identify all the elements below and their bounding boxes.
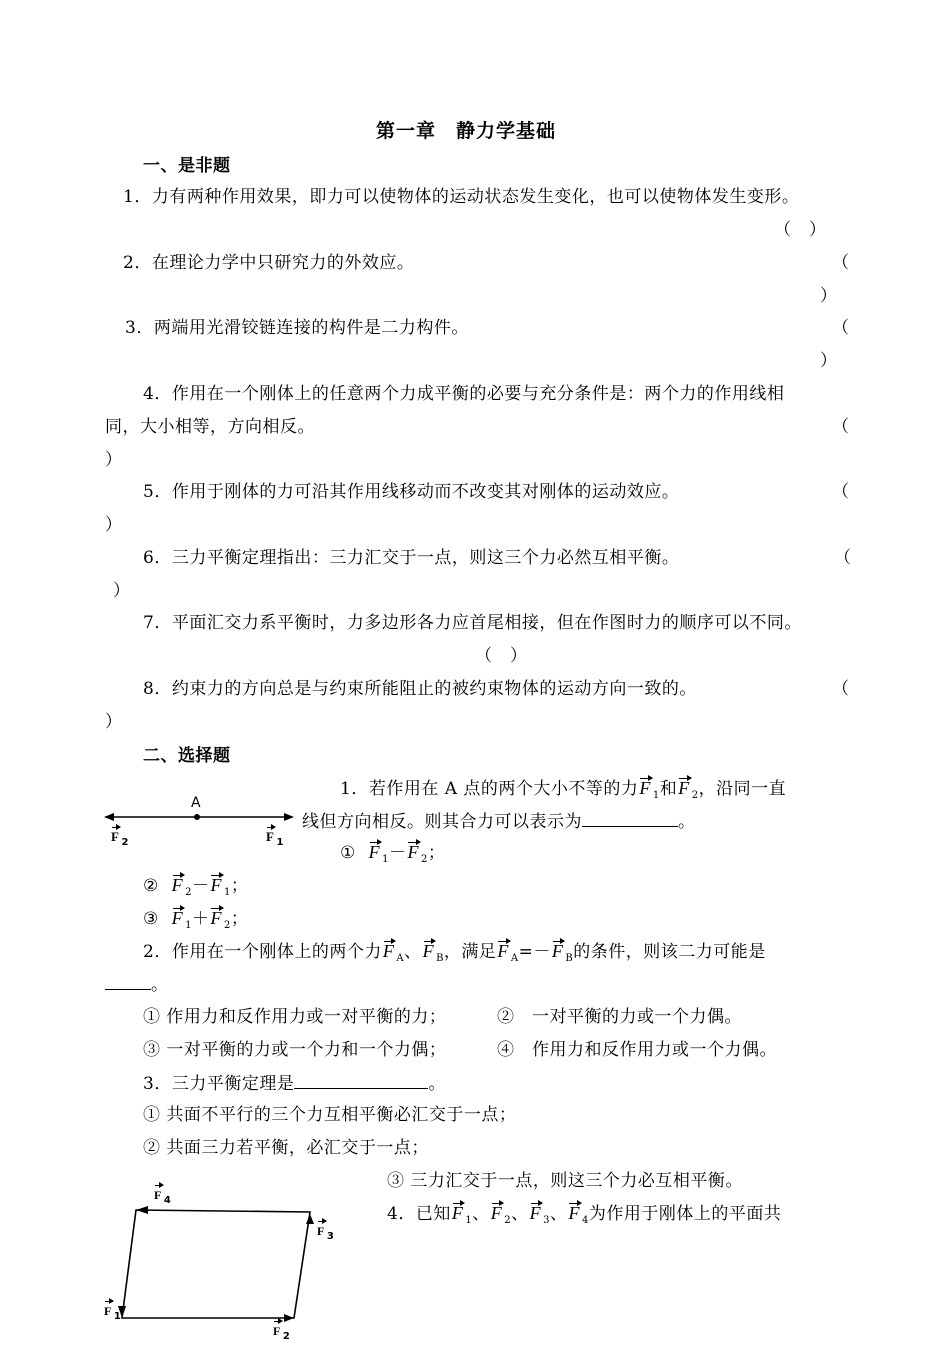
tf-question-6: 6．三力平衡定理指出：三力汇交于一点，则这三个力必然互相平衡。: [143, 548, 680, 568]
mc-q3-option-3: ③ 三力汇交于一点，则这三个力必互相平衡。: [387, 1171, 743, 1191]
figure1-left-force-label: F $_2$: [110, 826, 129, 854]
tf-question-4-line2: 同，大小相等，方向相反。: [105, 417, 315, 437]
figure2-bottom-force-label: F $_2$: [272, 1320, 290, 1348]
mc-q3-option-1: ① 共面不平行的三个力互相平衡必汇交于一点；: [143, 1105, 517, 1125]
figure2-top-force-label: F $_4$: [153, 1184, 171, 1212]
tf-close-paren-4: ）: [105, 450, 123, 470]
tf-close-paren-6: ）: [113, 581, 131, 601]
figure1-right-force-label: F $_1$: [265, 826, 284, 854]
mc-question-2-line1: 2．作用在一个刚体上的两个力F $_A$、F $_B$，满足F $_A$=－F $_B$的条件，则该二力可能是: [143, 941, 766, 964]
mc-q2-option-4: ④ 作用力和反作用力或一个力偶。: [497, 1040, 777, 1060]
answer-blank-3[interactable]: [294, 1072, 428, 1089]
mc-q1-option-3: ③ F $_1$＋F $_2$；: [143, 908, 249, 931]
tf-close-paren-8: ）: [105, 712, 123, 732]
tf-open-paren-8: （: [832, 679, 850, 699]
figure1-point-label: A: [191, 795, 202, 811]
mc-q1-option-1: ① F $_1$－F $_2$；: [340, 842, 446, 865]
mc-question-4-line1: 4．已知F $_1$、F $_2$、F $_3$、F $_4$为作用于刚体上的平面共: [387, 1203, 782, 1226]
tf-question-2: 2．在理论力学中只研究力的外效应。: [123, 253, 415, 273]
tf-close-paren-2: ）: [820, 286, 838, 306]
mc-question-2-line2: 。: [105, 973, 169, 996]
tf-question-5: 5．作用于刚体的力可沿其作用线移动而不改变其对刚体的运动效应。: [143, 482, 680, 502]
tf-question-4-line1: 4．作用在一个刚体上的任意两个力成平衡的必要与充分条件是：两个力的作用线相: [143, 384, 785, 404]
figure-force-polygon: [100, 1180, 340, 1330]
mc-question-1-line1: 1．若作用在 A 点的两个大小不等的力F $_1$和F $_2$，沿同一直: [340, 778, 787, 801]
tf-close-paren-3: ）: [820, 351, 838, 371]
mc-question-1-line2: 线但方向相反。则其合力可以表示为 。: [302, 812, 696, 832]
mc-q2-option-3: ③ 一对平衡的力或一个力和一个力偶；: [143, 1040, 447, 1060]
tf-question-7: 7．平面汇交力系平衡时，力多边形各力应首尾相接，但在作图时力的顺序可以不同。: [143, 613, 802, 633]
figure2-left-force-label: F $_1$: [103, 1300, 121, 1328]
tf-open-paren-2: （: [832, 253, 850, 273]
answer-blank-2[interactable]: [105, 973, 151, 990]
page-title: 第一章 静力学基础: [376, 120, 557, 142]
mc-q2-option-1: ① 作用力和反作用力或一对平衡的力；: [143, 1007, 447, 1027]
section-heading-multiple-choice: 二、选择题: [143, 746, 231, 766]
tf-open-paren-6: （: [834, 548, 852, 568]
tf-open-paren-5: （: [832, 482, 850, 502]
tf-open-paren-4: （: [832, 417, 850, 437]
answer-blank-1[interactable]: [582, 810, 678, 827]
tf-answer-paren-1: （ ）: [774, 220, 827, 240]
figure2-right-force-label: F $_3$: [316, 1220, 334, 1248]
tf-open-paren-3: （: [832, 318, 850, 338]
mc-q2-option-2: ② 一对平衡的力或一个力偶。: [497, 1007, 742, 1027]
mc-question-3: 3．三力平衡定理是 。: [143, 1074, 446, 1094]
section-heading-true-false: 一、是非题: [143, 156, 231, 176]
mc-q3-option-2: ② 共面三力若平衡，必汇交于一点；: [143, 1138, 429, 1158]
tf-question-8: 8．约束力的方向总是与约束所能阻止的被约束物体的运动方向一致的。: [143, 679, 697, 699]
tf-close-paren-5: ）: [105, 515, 123, 535]
mc-q1-option-2: ② F $_2$－F $_1$；: [143, 875, 249, 898]
tf-answer-paren-7: （ ）: [475, 646, 528, 666]
tf-question-3: 3．两端用光滑铰链连接的构件是二力构件。: [125, 318, 469, 338]
tf-question-1: 1．力有两种作用效果，即力可以使物体的运动状态发生变化，也可以使物体发生变形。: [123, 187, 800, 207]
